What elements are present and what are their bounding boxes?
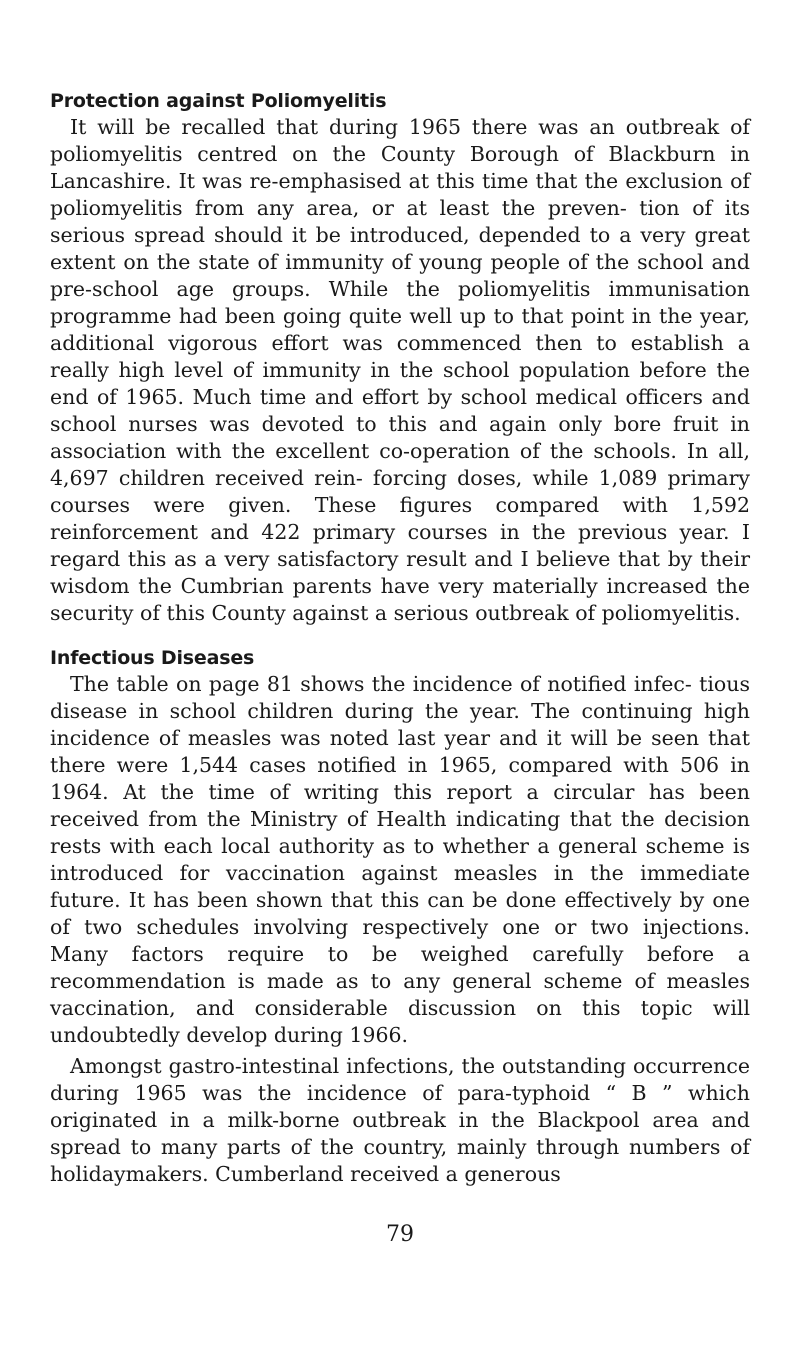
section-heading-infectious-diseases: Infectious Diseases bbox=[50, 647, 255, 669]
paragraph-measles: The table on page 81 shows the incidence of notified infec- tious disease in school children during the year. The continuing high incidence of measles was noted last year and it will be seen that there were 1,544 cases notified in 1965, compared with 506 in 1964. At the time of writing this report a circular has been received from the Ministry of Health indicating that the decision rests with each local authority as to whether a general scheme is introduced for vaccination against measles in the immediate future. It has been shown that this can be done effectively by one of two schedules involving respectively one or two injections. Many factors require to be weighed carefully before a recommendation is made as to any general scheme of measles vaccination, and considerable discussion on this topic will undoubtedly develop during 1966. bbox=[50, 672, 750, 1047]
page-number: 79 bbox=[386, 1222, 414, 1247]
document-page bbox=[50, 70, 750, 1188]
paragraph-poliomyelitis: It will be recalled that during 1965 there was an outbreak of poliomyelitis centred on the County Borough of Blackburn in Lancashire. It was re-emphasised at this time that the exclusion of poliomyelitis from any area, or at least the preven- tion of its serious spread should it be introduced, depended to a very great extent on the state of immunity of young people of the school and pre-school age groups. While the poliomyelitis immunisation programme had been going quite well up to that point in the year, additional vigorous effort was commenced then to establish a really high level of immunity in the school population before the end of 1965. Much time and effort by school medical officers and school nurses was devoted to this and again only bore fruit in association with the excellent co-operation of the schools. In all, 4,697 children received rein- forcing doses, while 1,089 primary courses were given. These figures compared with 1,592 reinforcement and 422 primary courses in the previous year. I regard this as a very satisfactory result and I believe that by their wisdom the Cumbrian parents have very materially increased the security of this County against a serious outbreak of poliomyelitis. bbox=[50, 115, 750, 625]
section-heading-poliomyelitis: Protection against Poliomyelitis bbox=[50, 90, 387, 112]
paragraph-gastro-intestinal: Amongst gastro-intestinal infections, the outstanding occurrence during 1965 was the incidence of para-typhoid “ B ” which originated in a milk-borne outbreak in the Blackpool area and spread to many parts of the country, mainly through numbers of holidaymakers. Cumberland received a generous bbox=[50, 1054, 750, 1186]
